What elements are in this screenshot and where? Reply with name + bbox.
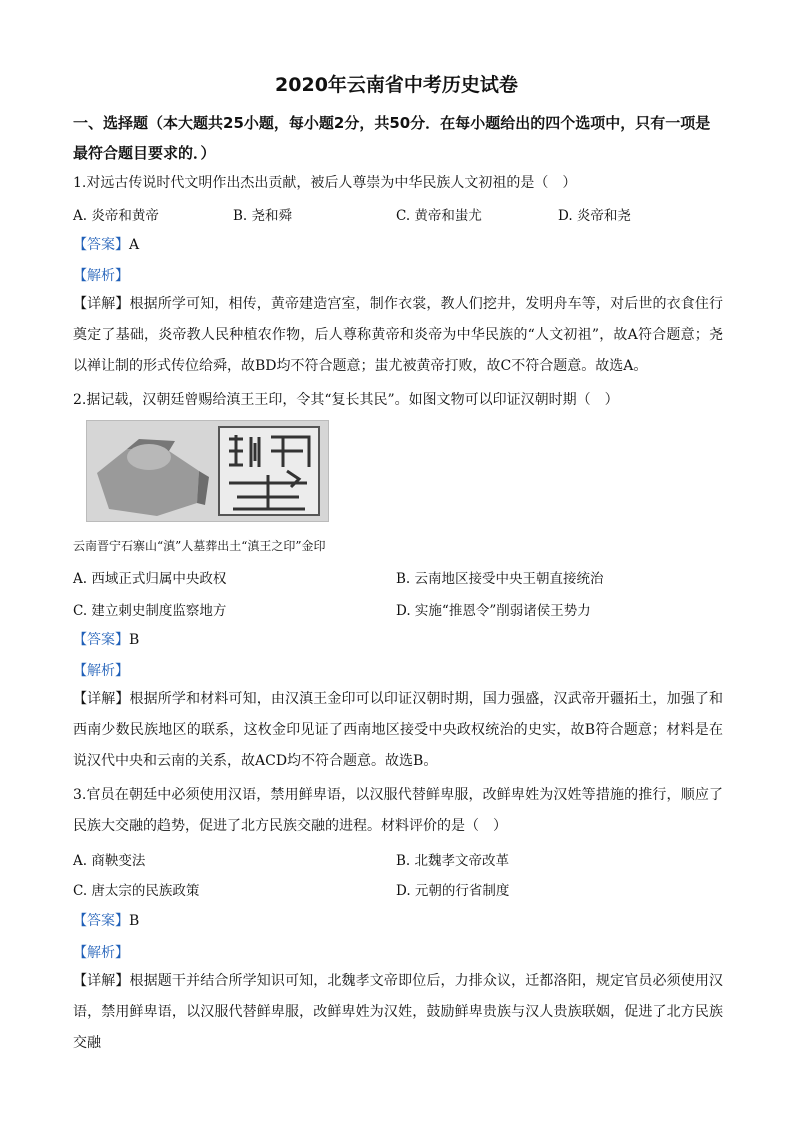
answer-value: B xyxy=(129,913,140,929)
q2-analysis-label: 【解析】 xyxy=(73,663,129,679)
q3-option-c: C. 唐太宗的民族政策 xyxy=(73,883,200,899)
q2-option-b: B. 云南地区接受中央王朝直接统治 xyxy=(396,571,604,587)
q2-answer xyxy=(73,629,139,649)
q1-option-b: B. 尧和舜 xyxy=(233,208,293,224)
q2-detail: 【详解】根据所学和材料可知，由汉滇王金印可以印证汉朝时期，国力强盛，汉武帝开疆拓土，加强了和西南少数民族地区的联系，这枚金印见证了西南地区接受中央政权统治的史实，故B符合题意；材料是在说汉代中央和云南的关系，故ACD均不符合题意。故选B。 xyxy=(73,691,723,769)
q3-analysis-label: 【解析】 xyxy=(73,945,129,961)
q1-option-c: C. 黄帝和蚩尤 xyxy=(396,208,482,224)
q1-option-d: D. 炎帝和尧 xyxy=(558,208,631,224)
question-2-stem: 2.据记载，汉朝廷曾赐给滇王王印，令其“复长其民”。如图文物可以印证汉朝时期（ ） xyxy=(73,392,619,408)
question-3-stem: 3.官员在朝廷中必须使用汉语，禁用鲜卑语，以汉服代替鲜卑服，改鲜卑姓为汉姓等措施的推行，顺应了民族大交融的趋势，促进了北方民族交融的进程。材料评价的是（ ） xyxy=(73,787,723,834)
q3-answer xyxy=(73,910,139,930)
q2-option-d: D. 实施“推恩令”削弱诸侯王势力 xyxy=(396,603,591,619)
answer-label: 【答案】 xyxy=(73,237,129,253)
q3-option-b: B. 北魏孝文帝改革 xyxy=(396,853,510,869)
section-heading: 一、选择题（本大题共25小题，每小题2分，共50分．在每小题给出的四个选项中，只有一项是最符合题目要求的．） xyxy=(73,114,711,162)
q3-option-a: A. 商鞅变法 xyxy=(73,853,146,869)
page-title: 2020年云南省中考历史试卷 xyxy=(275,74,518,96)
answer-value: A xyxy=(129,237,140,253)
image-caption: 云南晋宁石寨山“滇”人墓葬出土“滇王之印”金印 xyxy=(73,539,326,553)
q1-analysis-label: 【解析】 xyxy=(73,268,129,284)
q1-detail: 【详解】根据所学可知，相传，黄帝建造宫室，制作衣裳，教人们挖井，发明舟车等，对后世的衣食住行奠定了基础，炎帝教人民种植农作物，后人尊称黄帝和炎帝为中华民族的“人文初祖”，故A符合题意；尧以禅让制的形式传位给舜，故BD均不符合题意；蚩尤被黄帝打败，故C不符合题意。故选A。 xyxy=(73,296,723,374)
q2-option-c: C. 建立刺史制度监察地方 xyxy=(73,603,227,619)
question-1-stem: 1.对远古传说时代文明作出杰出贡献，被后人尊崇为中华民族人文初祖的是（ ） xyxy=(73,175,577,191)
seal-illustration xyxy=(87,421,328,521)
gold-seal-photo xyxy=(86,420,329,522)
answer-label: 【答案】 xyxy=(73,632,129,648)
q3-option-d: D. 元朝的行省制度 xyxy=(396,883,510,899)
q1-option-a: A. 炎帝和黄帝 xyxy=(73,208,159,224)
answer-value: B xyxy=(129,632,140,648)
answer-label: 【答案】 xyxy=(73,913,129,929)
q1-answer xyxy=(73,234,139,254)
q3-detail: 【详解】根据题干并结合所学知识可知，北魏孝文帝即位后，力排众议，迁都洛阳，规定官员必须使用汉语，禁用鲜卑语，以汉服代替鲜卑服，改鲜卑姓为汉姓，鼓励鲜卑贵族与汉人贵族联姻，促进了北方民族交融 xyxy=(73,973,723,1051)
q2-option-a: A. 西域正式归属中央政权 xyxy=(73,571,227,587)
